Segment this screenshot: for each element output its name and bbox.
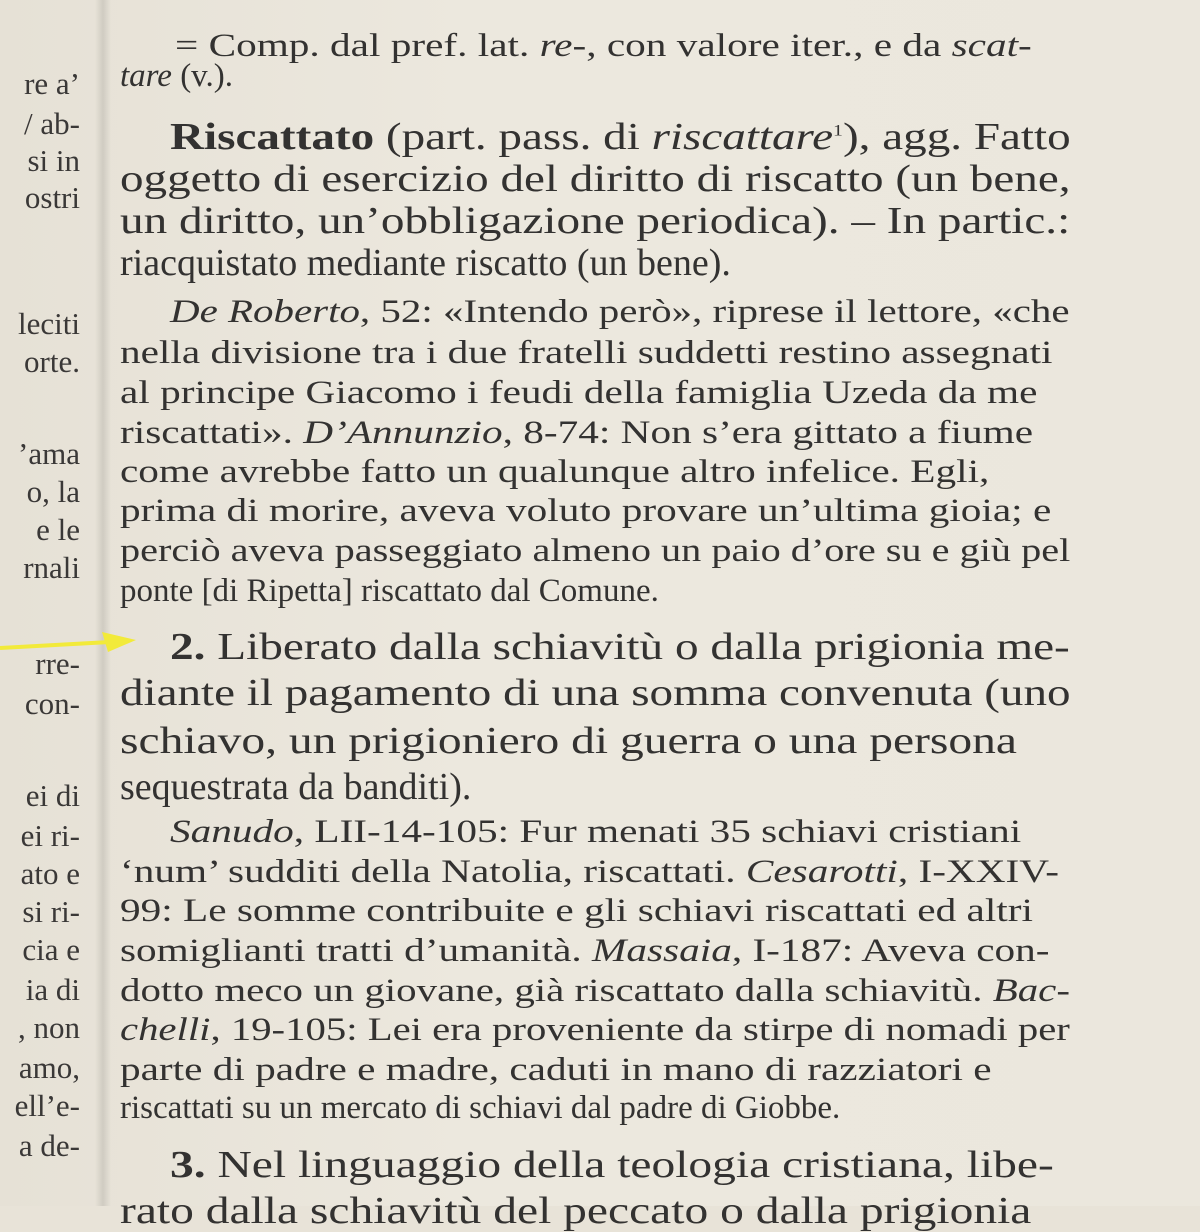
definition-line: sequestrata da banditi). — [120, 766, 472, 808]
quotation-line: nella divisione tra i due fratelli suddetti restino assegnati — [120, 335, 1053, 371]
quotation-line: riscattati». D’Annunzio, 8-74: Non s’era gittato a fiume — [120, 415, 1034, 451]
quotation-line: dotto meco un giovane, già riscattato dalla schiavitù. Bac- — [120, 973, 1070, 1009]
etymology-line: = Comp. dal pref. lat. re-, con valore iter., e da scat- — [175, 28, 1032, 64]
left-page-text-fragment: e le — [36, 512, 80, 547]
etymology-line: tare (v.). — [120, 58, 234, 94]
quotation-line: prima di morire, aveva voluto provare un’ultima gioia; e — [120, 493, 1052, 529]
left-page-text-fragment: ell’e- — [14, 1088, 80, 1123]
quotation-line: Sanudo, LII-14-105: Fur menati 35 schiavi cristiani — [170, 814, 1022, 850]
left-page-text-fragment: cia e — [22, 932, 80, 967]
quotation-line: perciò aveva passeggiato almeno un paio d’ore su e giù pel — [120, 533, 1071, 569]
definition-line: diante il pagamento di una somma convenuta (uno — [120, 672, 1071, 714]
left-page-text-fragment: amo, — [18, 1050, 80, 1085]
quotation-line: De Roberto, 52: «Intendo però», riprese il lettore, «che — [170, 294, 1070, 330]
sense-number: 3. — [170, 1144, 206, 1186]
definition-line: un diritto, un’obbligazione periodica). – In partic.: — [120, 200, 1071, 242]
quotation-line: chelli, 19-105: Lei era proveniente da stirpe di nomadi per — [120, 1012, 1070, 1048]
left-page-text-fragment: si in — [27, 143, 80, 178]
left-page-text-fragment: re a’ — [24, 66, 80, 101]
left-page-text-fragment: ostri — [24, 180, 80, 215]
left-page-text-fragment: orte. — [24, 344, 80, 379]
quotation-line: somiglianti tratti d’umanità. Massaia, I-187: Aveva con- — [120, 933, 1050, 969]
quotation-line: al principe Giacomo i feudi della famiglia Uzeda da me — [120, 375, 1038, 411]
quotation-line: come avrebbe fatto un qualunque altro infelice. Egli, — [120, 454, 990, 490]
headword: Riscattato — [170, 116, 375, 158]
definition-line: 2. Liberato dalla schiavitù o dalla prigionia me- — [170, 626, 1070, 668]
left-page-text-fragment: / ab- — [24, 106, 80, 141]
definition-line: 3. Nel linguaggio della teologia cristiana, libe- — [170, 1144, 1054, 1186]
quotation-line: riscattati su un mercato di schiavi dal padre di Giobbe. — [120, 1090, 841, 1126]
left-page-text-fragment: a de- — [18, 1128, 80, 1163]
quotation-line: ‘num’ sudditi della Natolia, riscattati. Cesarotti, I-XXIV- — [120, 854, 1060, 890]
left-page-text-fragment: ’ama — [18, 436, 80, 471]
left-page-text-fragment: rre- — [35, 646, 80, 681]
left-page-text-fragment: o, la — [26, 474, 80, 509]
quotation-line: ponte [di Ripetta] riscattato dal Comune. — [120, 573, 659, 609]
quotation-line: parte di padre e madre, caduti in mano di razziatori e — [120, 1052, 992, 1088]
quotation-line: 99: Le somme contribuite e gli schiavi riscattati ed altri — [120, 893, 1033, 929]
left-page-text-fragment: con- — [24, 686, 80, 721]
definition-line: schiavo, un prigioniero di guerra o una persona — [120, 720, 1017, 762]
left-page-text-fragment: rnali — [23, 550, 80, 585]
definition-line: rato dalla schiavitù del peccato o dalla prigionia — [120, 1190, 1032, 1232]
left-page-text-fragment: , non — [18, 1010, 80, 1045]
sense-number: 2. — [170, 626, 206, 668]
left-page-text-fragment: ia di — [25, 972, 80, 1007]
left-page-text-fragment: ato e — [20, 856, 80, 891]
left-page-text-fragment: ei ri- — [20, 818, 80, 853]
definition-line: Riscattato (part. pass. di riscattare$^1$), agg. Fatto — [170, 116, 1071, 158]
left-page-text-fragment: leciti — [18, 306, 80, 341]
left-page-text-fragment: si ri- — [22, 894, 80, 929]
definition-line: riacquistato mediante riscatto (un bene). — [120, 242, 731, 284]
left-page-text-fragment: ei di — [25, 778, 80, 813]
definition-line: oggetto di esercizio del diritto di riscatto (un bene, — [120, 158, 1071, 200]
